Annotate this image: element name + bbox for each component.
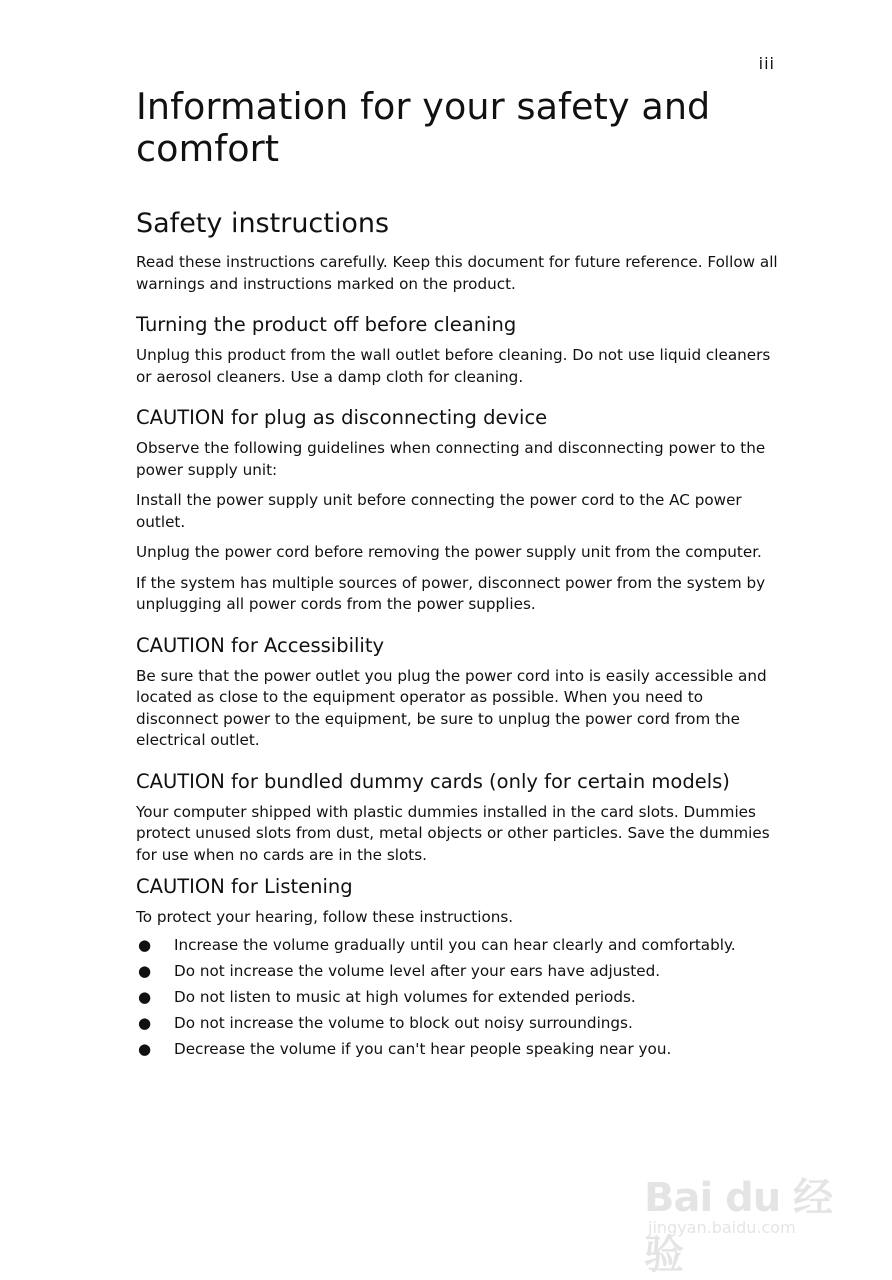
subsection-listening xyxy=(136,875,780,1062)
paragraph: Install the power supply unit before connecting the power cord to the AC power outlet. xyxy=(136,491,742,531)
list-item-text: Decrease the volume if you can't hear people speaking near you. xyxy=(174,1039,672,1058)
list-item-text: Do not listen to music at high volumes for extended periods. xyxy=(174,987,636,1006)
listening-bullet-list xyxy=(136,932,780,1062)
paragraph: Unplug the power cord before removing the power supply unit from the computer. xyxy=(136,543,762,561)
subsection-heading: CAUTION for Listening xyxy=(136,875,353,898)
section-intro: Read these instructions carefully. Keep this document for future reference. Follow all warnings and instructions marked on the product. xyxy=(136,253,778,293)
document-body xyxy=(136,86,780,1080)
section-title: Safety instructions xyxy=(136,208,390,239)
list-item-text: Increase the volume gradually until you can hear clearly and comfortably. xyxy=(174,935,736,954)
subsection-dummy-cards xyxy=(136,770,780,867)
paragraph: Your computer shipped with plastic dummies installed in the card slots. Dummies protect unused slots from dust, metal objects or other particles. Save the dummies for use when no cards are in the slots. xyxy=(136,802,770,864)
section-intro-block xyxy=(136,252,780,295)
list-item-text: Do not increase the volume to block out noisy surroundings. xyxy=(174,1013,633,1032)
page-title: Information for your safety and comfort xyxy=(136,85,711,170)
list-item-text: Do not increase the volume level after your ears have adjusted. xyxy=(174,961,661,980)
bullet-icon: ● xyxy=(138,961,152,980)
list-item xyxy=(136,1036,780,1062)
paragraph: If the system has multiple sources of power, disconnect power from the system by unplugging all power cords from the power supplies. xyxy=(136,573,766,613)
list-item xyxy=(136,984,780,1010)
bullet-icon: ● xyxy=(138,987,152,1006)
subsection-heading: Turning the product off before cleaning xyxy=(136,313,517,336)
subsection-cleaning xyxy=(136,313,780,388)
bullet-icon: ● xyxy=(138,935,152,954)
baidu-watermark xyxy=(644,1148,844,1278)
page-number: iii xyxy=(758,54,775,73)
list-item xyxy=(136,932,780,958)
list-item xyxy=(136,958,780,984)
watermark-logo: Bai du 经验 xyxy=(644,1175,833,1278)
subsection-heading: CAUTION for Accessibility xyxy=(136,633,385,657)
bullet-icon: ● xyxy=(138,1013,152,1032)
subsection-accessibility xyxy=(136,634,780,752)
bullet-icon: ● xyxy=(138,1039,152,1058)
subsection-heading: CAUTION for bundled dummy cards (only for certain models) xyxy=(136,769,730,793)
paragraph: Observe the following guidelines when connecting and disconnecting power to the power supply unit: xyxy=(136,439,766,479)
list-item xyxy=(136,1010,780,1036)
paragraph: To protect your hearing, follow these instructions. xyxy=(136,908,514,926)
watermark-url: jingyan.baidu.com xyxy=(648,1218,796,1237)
paragraph: Unplug this product from the wall outlet before cleaning. Do not use liquid cleaners or aerosol cleaners. Use a damp cloth for cleaning. xyxy=(136,346,771,386)
subsection-plug xyxy=(136,406,780,616)
paragraph: Be sure that the power outlet you plug the power cord into is easily accessible and located as close to the equipment operator as possible. When you need to disconnect power to the equipment, be sure to unplug the power cord from the electrical outlet. xyxy=(136,666,767,749)
subsection-heading: CAUTION for plug as disconnecting device xyxy=(136,406,548,429)
